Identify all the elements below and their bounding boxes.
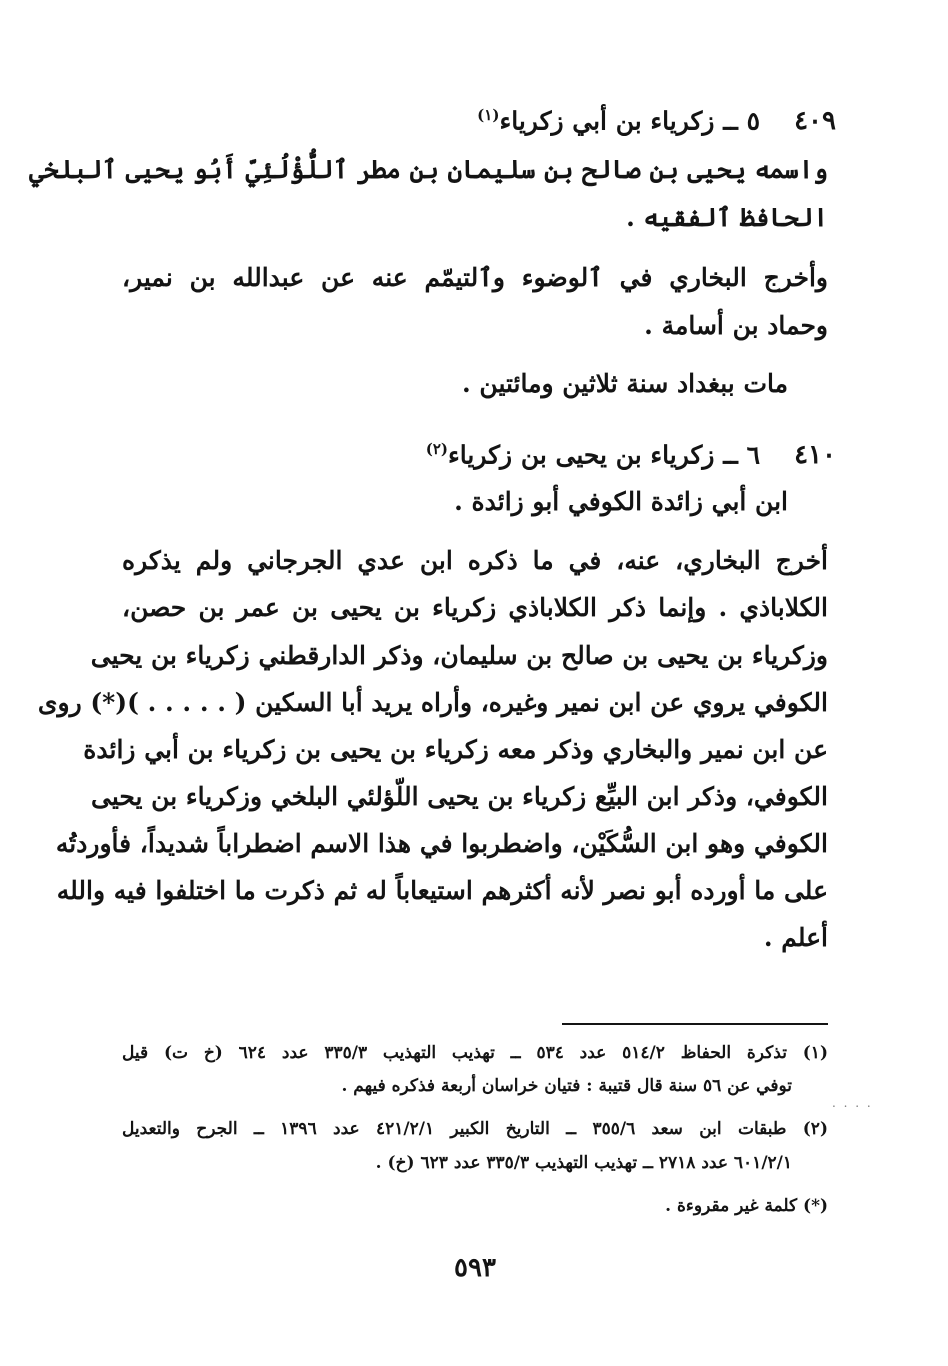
footnote-separator [562, 1023, 828, 1025]
text-line: عن ابن نمير والبخاري وذكر معه زكرياء بن يحيى بن زكرياء بن أبي زائدة [83, 735, 828, 764]
footnote-ref: (١) [477, 106, 500, 124]
scan-specks: . . . . [832, 1096, 873, 1110]
entry-number: ٤٠٩ [794, 106, 836, 136]
text-line: الكوفي، وذكر ابن البيِّع زكرياء بن يحيى اللّؤلئي البلخي وزكرياء بن يحيى [91, 782, 828, 811]
footnote-line: ٦٠١/٢/١ عدد ٢٧١٨ ــ تهذيب التهذيب ٣٣٥/٣ عدد ٦٢٣ (خ) . [375, 1153, 792, 1173]
text-line: وزكرياء بن يحيى بن صالح بن سليمان، وذكر الدارقطني زكرياء بن يحيى [90, 641, 828, 670]
footnote-line: (١) تذكرة الحفاظ ٥١٤/٢ عدد ٥٣٤ ــ تهذيب التهذيب ٣٣٥/٣ عدد ٦٢٤ (خ ت) قيل [122, 1043, 828, 1063]
text-line: على ما أورده أبو نصر لأنه أكثرهم استيعاباً له ثم ذكرت ما اختلفوا فيه والله [56, 876, 828, 905]
entry-title: ٥ ــ زكرياء بن أبي زكرياء$^{(١)}$ [477, 106, 760, 136]
entry-409-heading [120, 106, 836, 142]
text-line: وحماد بن أسامة . [644, 311, 828, 340]
text-line: الكوفي يروي عن ابن نمير وغيره، وأراه يريد أبا السكين ( . . . . . )(*) روى [37, 688, 828, 717]
entry-title: ٦ ــ زكرياء بن يحيى بن زكرياء$^{(٢)}$ [425, 440, 760, 470]
text-line: الكلاباذي . وإنما ذكر الكلاباذي زكرياء بن يحيى بن عمر بن حصن، [122, 593, 828, 622]
entry-number: ٤١٠ [794, 440, 836, 470]
text-line: الحافظ ٱلفقيه . [626, 203, 828, 232]
text-line: أخرج البخاري، عنه، في ما ذكره ابن عدي الجرجاني ولم يذكره [122, 546, 828, 575]
text-line: أعلم . [763, 923, 828, 952]
text-line: ابن أبي زائدة الكوفي أبو زائدة . [454, 487, 788, 516]
footnote-ref: (٢) [425, 440, 449, 458]
text-line: واسمه يحيى بن صالح بن سليمان بن مطر ٱللُّؤْلُئِيّ أَبُو يحيى ٱلبلخي [29, 155, 828, 184]
text-line: مات ببغداد سنة ثلاثين ومائتين . [462, 369, 788, 398]
footnote-line: توفي عن ٥٦ سنة قال قتيبة : فتيان خراسان أربعة فذكره فيهم . [341, 1076, 792, 1096]
text-line: الكوفي وهو ابن السُّكَيْن، واضطربوا في هذا الاسم اضطراباً شديداً، فأوردتُه [55, 829, 828, 858]
text-line: وأخرج البخاري في ٱلوضوء وٱلتيمّم عنه عن عبدالله بن نمير، [122, 263, 828, 292]
entry-410-heading [120, 440, 836, 476]
page-number: ٥٩٣ [454, 1253, 496, 1283]
footnote-line: (٢) طبقات ابن سعد ٣٥٥/٦ ــ التاريخ الكبير ٤٢١/٢/١ عدد ١٣٩٦ ــ الجرح والتعديل [122, 1119, 828, 1139]
footnote-line: (*) كلمة غير مقروءة . [665, 1196, 828, 1216]
